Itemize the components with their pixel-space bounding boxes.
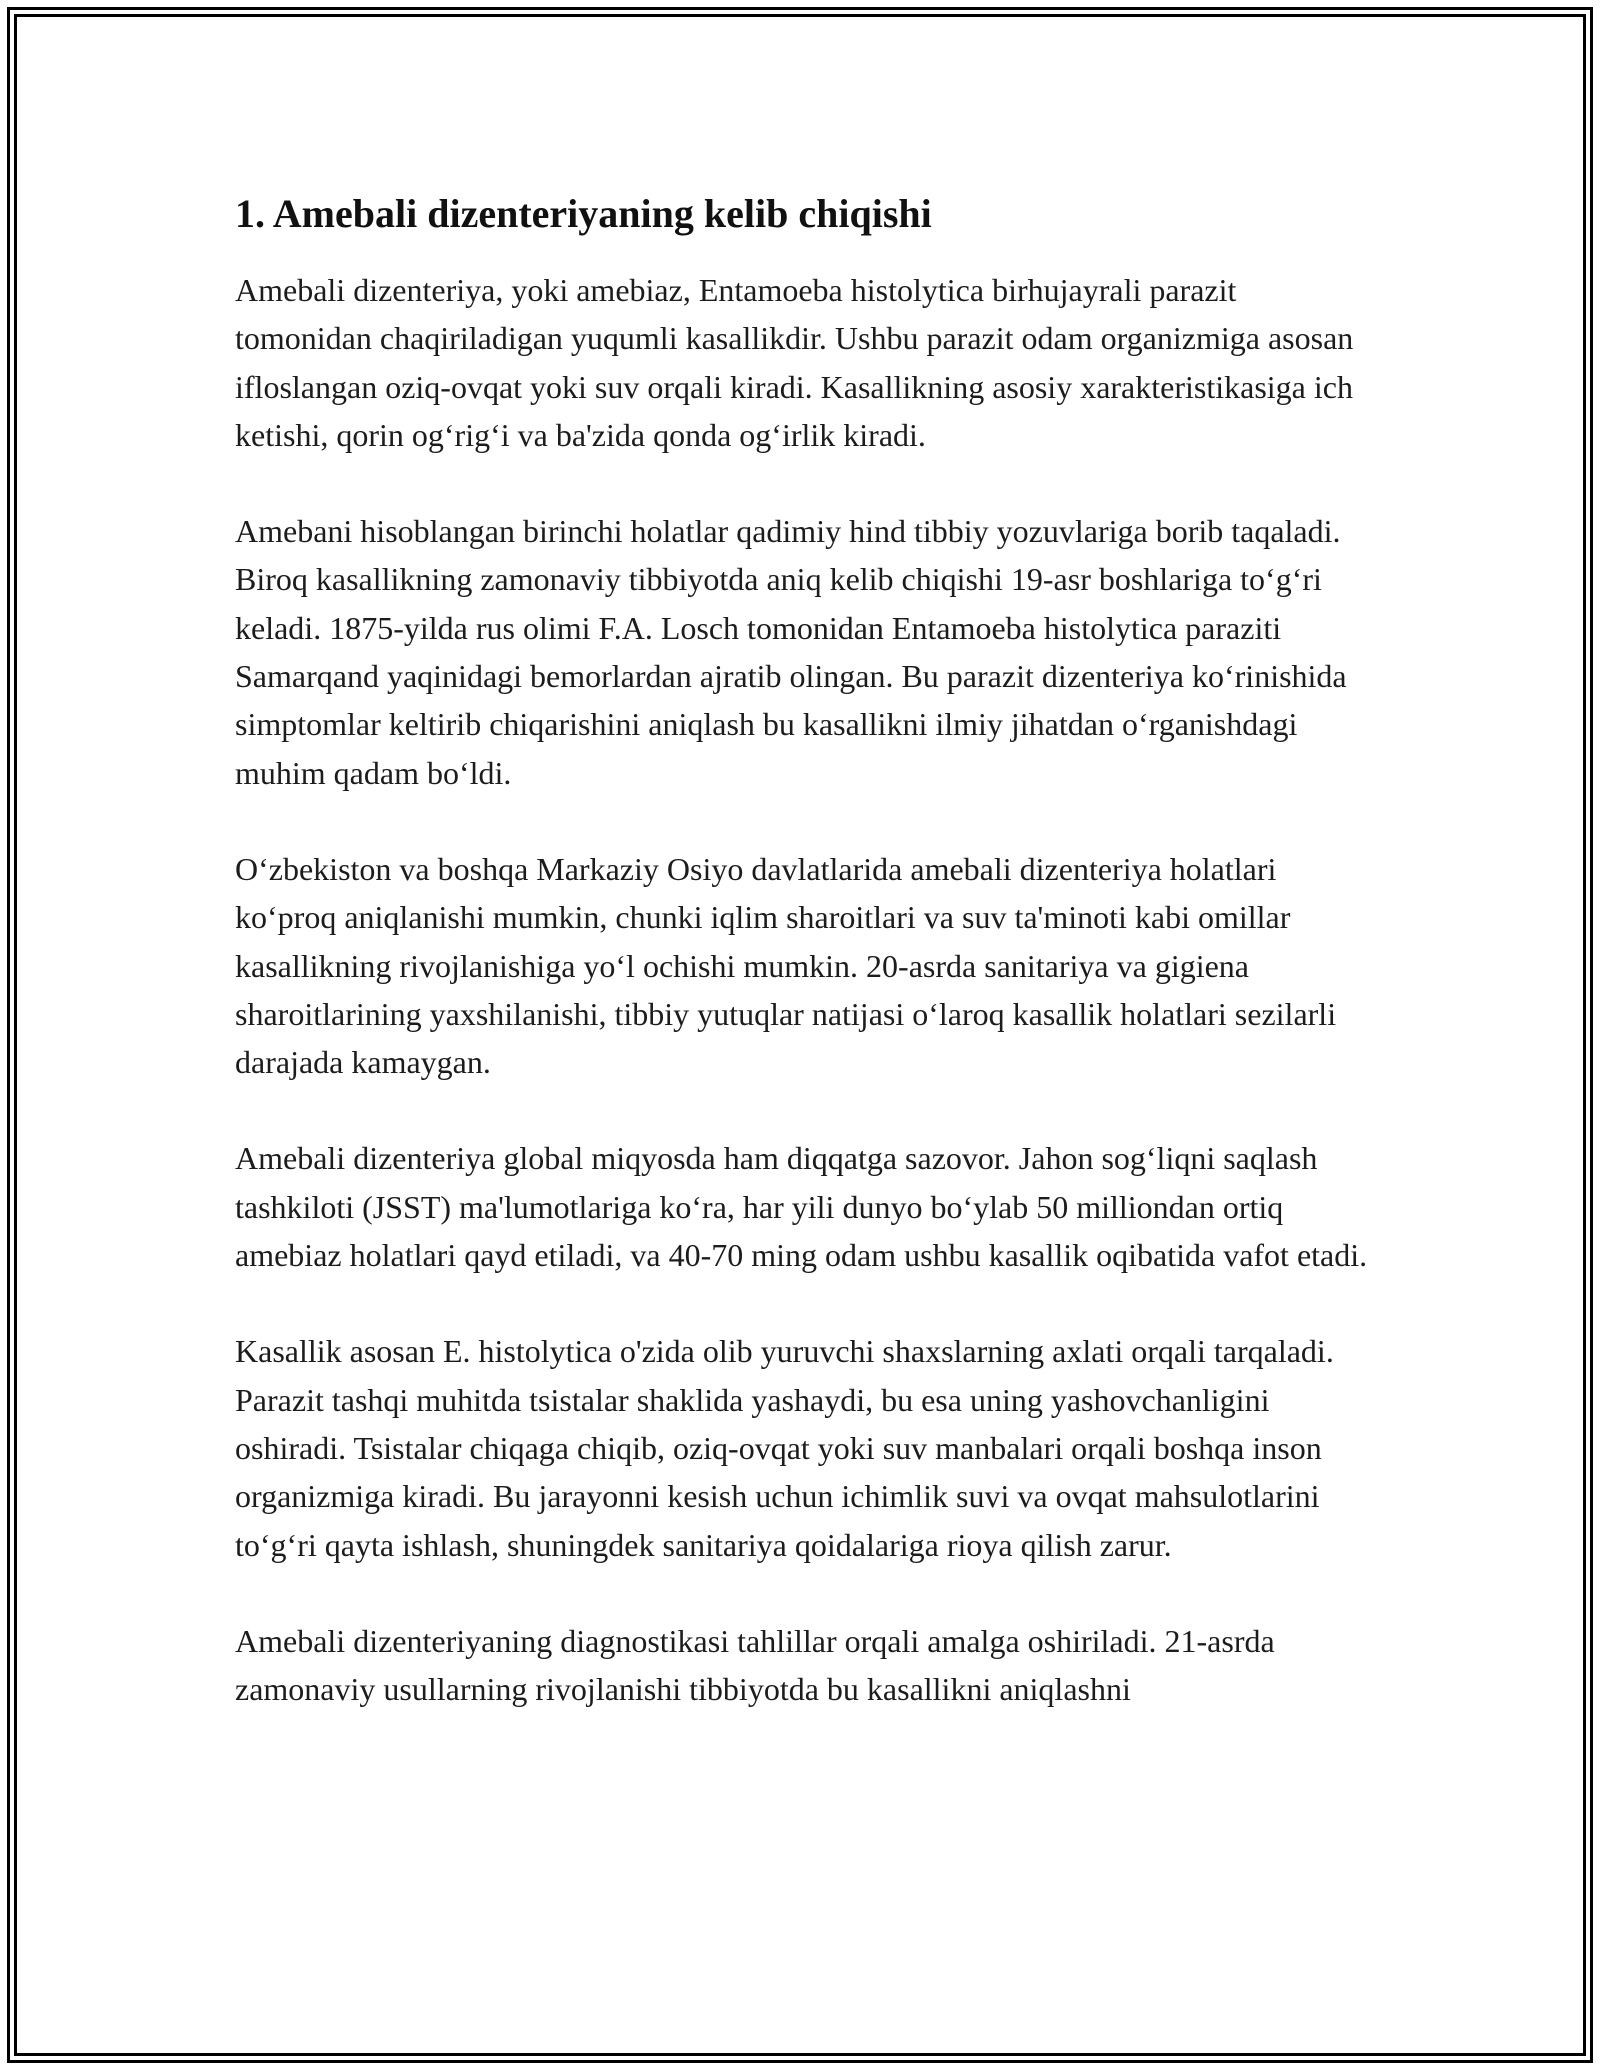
section-heading: 1. Amebali dizenteriyaning kelib chiqishi bbox=[235, 191, 932, 236]
paragraph-1: Amebali dizenteriya, yoki amebiaz, Entamoeba histolytica birhujayrali parazit tomonidan chaqiriladigan yuqumli kasallikdir. Ushbu parazit odam organizmiga asosan ifloslangan oziq-ovqat yoki suv orqali kiradi. Kasallikning asosiy xarakteristikasiga ich ketishi, qorin og‘rig‘i va ba'zida qonda og‘irlik kiradi. bbox=[235, 272, 1354, 453]
paragraph-2: Amebani hisoblangan birinchi holatlar qadimiy hind tibbiy yozuvlariga borib taqaladi. Biroq kasallikning zamonaviy tibbiyotda aniq kelib chiqishi 19-asr boshlariga to‘g‘ri keladi. 1875-yilda rus olimi F.A. Losch tomonidan Entamoeba histolytica paraziti Samarqand yaqinidagi bemorlardan ajratib olingan. Bu parazit dizenteriya ko‘rinishida simptomlar keltirib chiqarishini aniqlash bu kasallikni ilmiy jihatdan o‘rganishdagi muhim qadam bo‘ldi. bbox=[235, 513, 1347, 791]
document-body bbox=[235, 188, 1370, 1761]
paragraph-4: Amebali dizenteriya global miqyosda ham diqqatga sazovor. Jahon sog‘liqni saqlash tashkiloti (JSST) ma'lumotlariga ko‘ra, har yili dunyo bo‘ylab 50 milliondan ortiq amebiaz holatlari qayd etiladi, va 40-70 ming odam ushbu kasallik oqibatida vafot etadi. bbox=[235, 1140, 1368, 1274]
paragraph-5: Kasallik asosan E. histolytica o'zida olib yuruvchi shaxslarning axlati orqali tarqaladi. Parazit tashqi muhitda tsistalar shaklida yashaydi, bu esa uning yashovchanligini oshiradi. Tsistalar chiqaga chiqib, oziq-ovqat yoki suv manbalari orqali boshqa inson organizmiga kiradi. Bu jarayonni kesish uchun ichimlik suvi va ovqat mahsulotlarini to‘g‘ri qayta ishlash, shuningdek sanitariya qoidalariga rioya qilish zarur. bbox=[235, 1333, 1334, 1563]
paragraph-3: O‘zbekiston va boshqa Markaziy Osiyo davlatlarida amebali dizenteriya holatlari ko‘proq aniqlanishi mumkin, chunki iqlim sharoitlari va suv ta'minoti kabi omillar kasallikning rivojlanishiga yo‘l ochishi mumkin. 20-asrda sanitariya va gigiena sharoitlarining yaxshilanishi, tibbiy yutuqlar natijasi o‘laroq kasallik holatlari sezilarli darajada kamaygan. bbox=[235, 850, 1337, 1081]
paragraph-6: Amebali dizenteriyaning diagnostikasi tahlillar orqali amalga oshiriladi. 21-asrda zamonaviy usullarning rivojlanishi tibbiyotda bu kasallikni aniqlashni bbox=[235, 1622, 1275, 1708]
